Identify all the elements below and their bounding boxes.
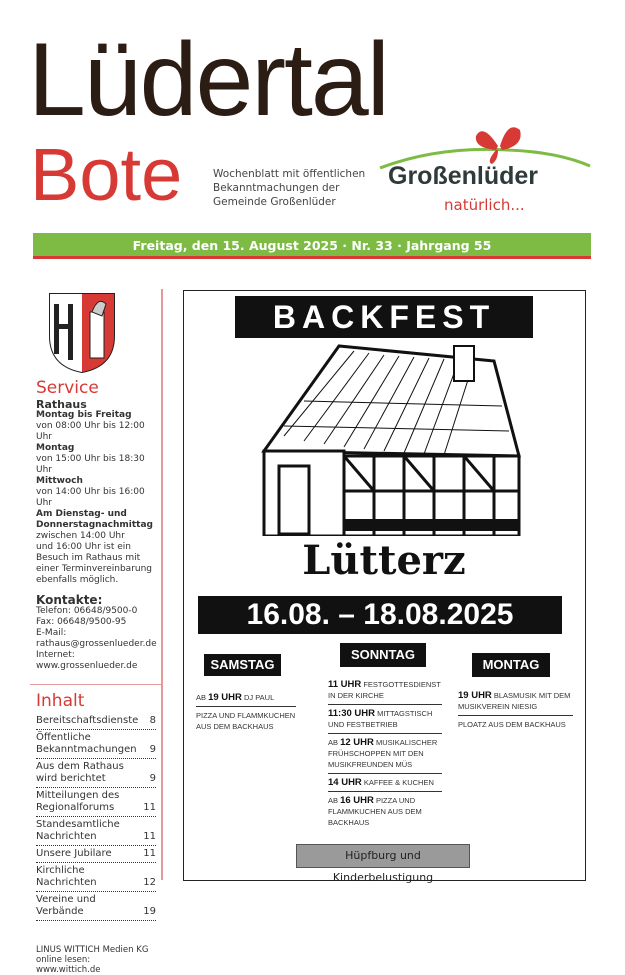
hours-line: Montag [36, 443, 75, 453]
toc-page: 11 [143, 802, 156, 813]
coat-of-arms-icon [46, 290, 118, 374]
toc-page: 11 [143, 848, 156, 859]
poster-dates: 16.08. – 18.08.2025 [198, 596, 562, 634]
hours-line: Besuch im Rathaus mit [36, 553, 141, 563]
issue-bar: Freitag, den 15. August 2025 · Nr. 33 · Jahrgang 55 [33, 233, 591, 259]
toc-item[interactable] [36, 846, 156, 863]
contact-fax: Fax: 06648/9500-95 [36, 617, 127, 627]
toc-label: Aus dem Rathaus wird berichtet [36, 761, 124, 784]
masthead-tagline [213, 167, 373, 209]
program-item: PLOATZ AUS DEM BACKHAUS [458, 720, 566, 729]
contact-web[interactable]: www.grossenlueder.de [36, 661, 138, 671]
municipality-logo [378, 118, 593, 218]
toc-item[interactable] [36, 713, 156, 730]
toc-label: Vereine und Verbände [36, 894, 96, 917]
publisher-footer [36, 945, 156, 975]
toc-item[interactable] [36, 759, 156, 788]
logo-slogan: natürlich... [444, 196, 525, 214]
contacts [36, 606, 156, 672]
hours-line: zwischen 14:00 Uhr [36, 531, 125, 541]
poster-name: Lütterz [302, 537, 466, 584]
backfest-poster [183, 290, 586, 884]
monday-program [458, 687, 573, 733]
toc-label: Mitteilungen des Regionalforums [36, 790, 120, 813]
table-of-contents [36, 713, 156, 921]
program-item: 11 UHR FESTGOTTESDIENST IN DER KIRCHE [328, 676, 442, 705]
hours-line: einer Terminvereinbarung [36, 564, 153, 574]
contacts-heading: Kontakte: [36, 593, 103, 607]
contact-email-label: E-Mail: [36, 628, 67, 638]
contact-web-label: Internet: [36, 650, 75, 660]
toc-item[interactable] [36, 788, 156, 817]
tagline-line: Bekanntmachungen der [213, 182, 340, 194]
logo-name: Großenlüder [388, 162, 539, 190]
kids-activities-banner: Hüpfburg und Kinderbelustigung [296, 844, 470, 868]
masthead-subtitle: Bote [30, 133, 183, 216]
toc-item[interactable] [36, 817, 156, 846]
program-item: AB 12 UHR MUSIKALISCHER FRÜHSCHOPPEN MIT DEN MUSIKFREUNDEN MÜS [328, 734, 442, 774]
program-item: 14 UHR KAFFEE & KUCHEN [328, 774, 442, 792]
toc-page: 12 [143, 877, 156, 888]
tagline-line: Wochenblatt mit öffentlichen [213, 168, 366, 180]
day-label-monday: MONTAG [472, 653, 550, 677]
section-divider [30, 684, 162, 685]
saturday-program [196, 689, 296, 735]
publisher-name: LINUS WITTICH Medien KG [36, 945, 149, 955]
hours-line: von 15:00 Uhr bis 18:30 Uhr [36, 454, 145, 475]
hours-line: von 08:00 Uhr bis 12:00 Uhr [36, 421, 145, 442]
masthead-title: Lüdertal [28, 22, 388, 138]
toc-page: 11 [143, 831, 156, 842]
publisher-url[interactable]: online lesen: www.wittich.de [36, 955, 101, 975]
bakehouse-illustration-icon [244, 341, 524, 536]
hours-line: Am Dienstag- und [36, 509, 127, 519]
toc-heading: Inhalt [36, 691, 85, 711]
toc-label: Standesamtliche Nachrichten [36, 819, 120, 842]
hours-line: Montag bis Freitag [36, 410, 132, 420]
toc-label: Kirchliche Nachrichten [36, 865, 97, 888]
contact-email[interactable]: rathaus@grossenlueder.de [36, 639, 157, 649]
column-divider [161, 289, 163, 880]
rathaus-heading: Rathaus [36, 398, 87, 411]
toc-label: Öffentliche Bekanntmachungen [36, 732, 137, 755]
day-label-saturday: SAMSTAG [204, 654, 281, 676]
program-item: AB 16 UHR PIZZA UND FLAMMKUCHEN AUS DEM BACKHAUS [328, 795, 422, 827]
toc-page: 19 [143, 906, 156, 917]
program-item: PIZZA UND FLAMMKUCHEN AUS DEM BACKHAUS [196, 711, 296, 731]
toc-item[interactable] [36, 892, 156, 921]
program-item: AB 19 UHR DJ PAUL [196, 689, 296, 707]
toc-page: 8 [149, 715, 156, 726]
opening-hours [36, 410, 156, 586]
hours-line: ebenfalls möglich. [36, 575, 119, 585]
toc-label: Unsere Jubilare [36, 848, 112, 859]
hours-line: Mittwoch [36, 476, 83, 486]
poster-title: BACKFEST [235, 296, 533, 338]
toc-item[interactable] [36, 730, 156, 759]
toc-item[interactable] [36, 863, 156, 892]
tagline-line: Gemeinde Großenlüder [213, 196, 336, 208]
program-item: 19 UHR BLASMUSIK MIT DEM MUSIKVEREIN NIESIG [458, 687, 573, 716]
contact-phone: Telefon: 06648/9500-0 [36, 606, 138, 616]
hours-line: und 16:00 Uhr ist ein [36, 542, 131, 552]
toc-label: Bereitschaftsdienste [36, 715, 139, 726]
hours-line: Donnerstagnachmittag [36, 520, 153, 530]
toc-page: 9 [149, 773, 156, 784]
hours-line: von 14:00 Uhr bis 16:00 Uhr [36, 487, 145, 508]
sidebar [36, 290, 156, 975]
program-item: 11:30 UHR MITTAGSTISCH UND FESTBETRIEB [328, 705, 442, 734]
day-label-sunday: SONNTAG [340, 643, 426, 667]
toc-page: 9 [149, 744, 156, 755]
service-heading: Service [36, 378, 99, 398]
sunday-program [328, 676, 442, 831]
